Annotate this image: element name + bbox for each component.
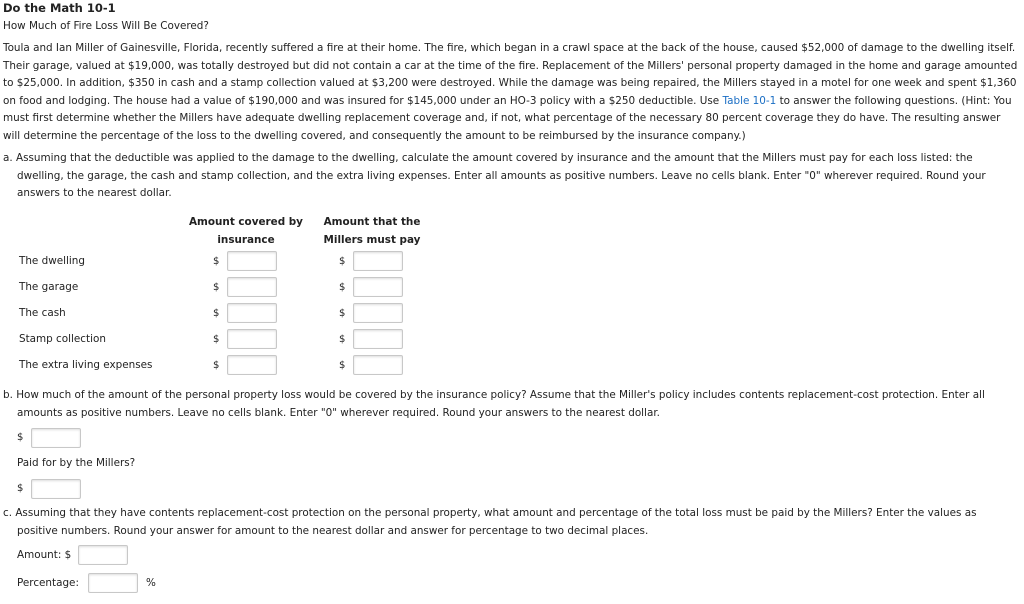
col-header-covered: Amount covered by insurance <box>189 216 303 246</box>
row-label-the-dwelling: The dwelling <box>19 255 85 267</box>
currency-symbol: $ <box>339 334 346 345</box>
percentage-label: Percentage: <box>17 577 79 589</box>
currency-symbol: $ <box>339 308 346 319</box>
part-a-question: a. Assuming that the deductible was applied to the damage to the dwelling, calculate the amount covered by insurance and the amount that the Millers must pay for each loss listed: the dwelling, the garage, the cash and stamp collection, and the extra living expenses. Enter all amounts as positive numbers. Leave no cells blank. Enter "0" wherever required. Round your answers to the nearest dollar. <box>3 152 986 199</box>
currency-symbol: $ <box>213 308 220 319</box>
the-dwelling-millers-pay-input[interactable] <box>353 251 403 271</box>
currency-symbol: $ <box>213 360 220 371</box>
the-dwelling-covered-input[interactable] <box>227 251 277 271</box>
percent-sign: % <box>146 577 156 589</box>
part-b-question: b. How much of the amount of the personal property loss would be covered by the insurance policy? Assume that the Miller's policy includes contents replacement-cost protection. Enter all amounts as positive numbers. Leave no cells blank. Enter "0" wherever required. Round your answers to the nearest dollar. <box>3 389 985 419</box>
row-label-the-cash: The cash <box>19 307 66 319</box>
currency-symbol: $ <box>213 256 220 267</box>
personal-property-covered-input[interactable] <box>31 428 81 448</box>
stamp-collection-millers-pay-input[interactable] <box>353 329 403 349</box>
currency-symbol: $ <box>17 483 24 494</box>
percentage-input[interactable] <box>88 573 138 593</box>
currency-symbol: $ <box>17 432 24 443</box>
part-c-question: c. Assuming that they have contents replacement-cost protection on the personal property, what amount and percentage of the total loss must be paid by the Millers? Enter the values as positive numbers. Round your answer for amount to the nearest dollar and answer for percentage to two decimal places. <box>3 507 977 537</box>
row-label-stamp-collection: Stamp collection <box>19 333 106 345</box>
the-garage-millers-pay-input[interactable] <box>353 277 403 297</box>
page-title: Do the Math 10-1 <box>3 1 116 15</box>
intro-text: Toula and Ian Miller of Gainesville, Florida, recently suffered a fire at their home. The fire, which began in a crawl space at the back of the house, caused $52,000 of damage to the dwelling itself. Their garage, valued at $19,000, was totally destroyed but did not contain a car at the time of the fire. Replacement of the Millers' personal property damaged in the home and garage amounted to $25,000. In addition, $350 in cash and a stamp collection valued at $3,200 were destroyed. While the damage was being repaired, the Millers stayed in a motel for one week and spent $1,360 on food and lodging. The house had a value of $190,000 and was insured for $145,000 under an HO-3 policy with a $250 deductible. Use <box>3 42 1018 107</box>
personal-property-millers-input[interactable] <box>31 479 81 499</box>
problem-text <box>3 40 1019 145</box>
page-subtitle: How Much of Fire Loss Will Be Covered? <box>3 20 209 32</box>
intro-text-cont: to answer the following questions. (Hint: You must first determine whether the Millers have adequate dwelling replacement coverage and, if not, what percentage of the necessary 80 percent coverage they do have. The resulting answer will determine the percentage of the loss to the dwelling covered, and consequently the amount to be reimbursed by the insurance company.) <box>3 94 1012 142</box>
row-label-the-garage: The garage <box>19 281 79 293</box>
table-10-1-link[interactable]: Table 10-1 <box>722 94 777 107</box>
the-extra-living-expenses-covered-input[interactable] <box>227 355 277 375</box>
the-cash-millers-pay-input[interactable] <box>353 303 403 323</box>
currency-symbol: $ <box>339 282 346 293</box>
amount-label: Amount: $ <box>17 549 72 561</box>
the-garage-covered-input[interactable] <box>227 277 277 297</box>
currency-symbol: $ <box>339 256 346 267</box>
the-cash-covered-input[interactable] <box>227 303 277 323</box>
row-label-the-extra-living-expenses: The extra living expenses <box>19 359 153 371</box>
amount-input[interactable] <box>78 545 128 565</box>
currency-symbol: $ <box>213 282 220 293</box>
stamp-collection-covered-input[interactable] <box>227 329 277 349</box>
currency-symbol: $ <box>213 334 220 345</box>
col-header-millers-pay: Amount that the Millers must pay <box>323 216 421 246</box>
the-extra-living-expenses-millers-pay-input[interactable] <box>353 355 403 375</box>
paid-by-millers-label: Paid for by the Millers? <box>17 457 136 469</box>
currency-symbol: $ <box>339 360 346 371</box>
